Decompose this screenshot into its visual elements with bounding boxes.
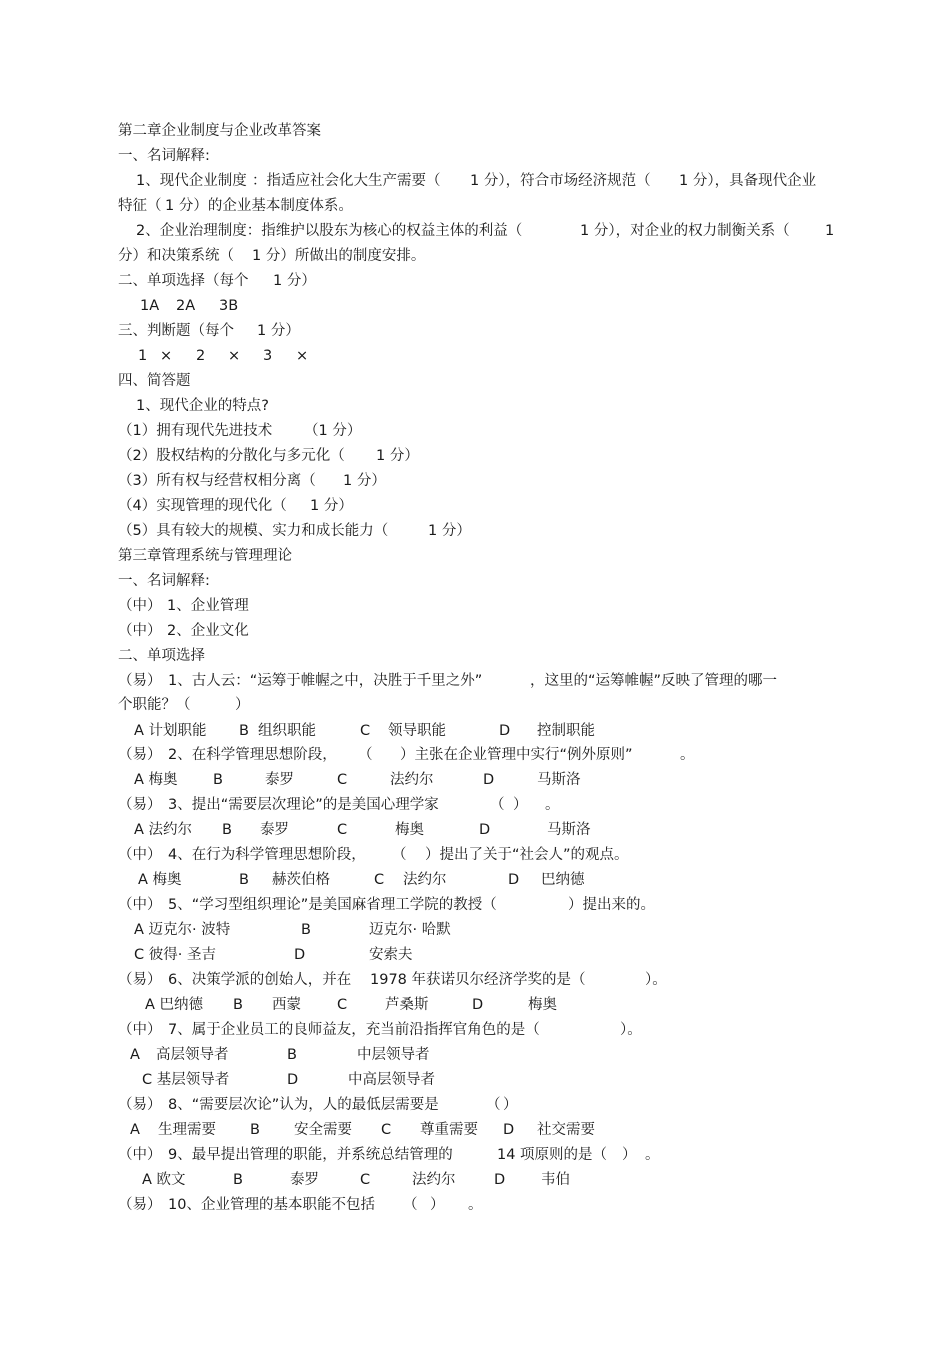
answer-text: ：指适应社会化大生产需要（ — [252, 173, 441, 189]
option-d-letter: D — [287, 1072, 299, 1088]
option-a: A 巴纳德 — [145, 997, 204, 1013]
wrong-mark: × — [160, 348, 173, 364]
option-c-letter: C — [360, 1172, 371, 1188]
option-b-text: 中层领导者 — [357, 1047, 430, 1063]
option-b-text: 泰罗 — [260, 822, 289, 838]
answer-line — [0, 246, 950, 266]
question-line — [0, 695, 950, 715]
option-d-text: 马斯洛 — [547, 822, 591, 838]
question-line — [0, 1145, 950, 1165]
answer-line — [0, 221, 950, 241]
answer-line — [0, 446, 950, 466]
option-b-text: 泰罗 — [265, 772, 294, 788]
difficulty-tag: （易） — [118, 797, 162, 813]
option-c-text: 尊重需要 — [420, 1122, 478, 1138]
answer-number: 3 — [263, 348, 273, 364]
question-text: （ — [490, 797, 505, 813]
option-a-letter: A — [130, 1047, 140, 1063]
option-c-letter: C — [374, 872, 385, 888]
question-text: （ — [358, 747, 373, 763]
answer-text: 1 分），对企业的权力制衡关系（ — [580, 223, 790, 239]
difficulty-tag: （易） — [118, 1197, 162, 1213]
answer-text: 1 分），符合市场经济规范（ — [470, 173, 651, 189]
option-a-text: 生理需要 — [158, 1122, 216, 1138]
question-text: （ — [392, 847, 407, 863]
answer-line — [0, 421, 950, 441]
option-a: A 欧文 — [142, 1172, 186, 1188]
question-text: ，这里的“运筹帷幄”反映了管理的哪一 — [530, 673, 778, 689]
answer-line — [0, 496, 950, 516]
option-c-letter: C — [381, 1122, 392, 1138]
option-b-letter: B — [301, 922, 311, 938]
options-line — [0, 1070, 950, 1090]
difficulty-tag: （中） — [118, 1022, 162, 1038]
answer-key: 1A — [140, 298, 160, 314]
wrong-mark: × — [296, 348, 309, 364]
question-text: ） — [235, 697, 250, 713]
option-c-text: 梅奥 — [395, 822, 424, 838]
answer-text: 特征（ — [118, 198, 162, 214]
option-a: A 梅奥 — [134, 772, 178, 788]
question-text: 6、决策学派的创始人，并在 — [168, 972, 352, 988]
option-c-letter: C — [337, 822, 348, 838]
options-line — [0, 870, 950, 890]
question-text: ）提出来的。 — [568, 897, 655, 913]
options-line — [0, 770, 950, 790]
question-text: 8、“需要层次论”认为，人的最低层需要是 — [168, 1097, 439, 1113]
question-text: 1、古人云：“运筹于帷幄之中，决胜于千里之外” — [168, 673, 483, 689]
question-line — [0, 845, 950, 865]
option-c-text: 法约尔 — [412, 1172, 456, 1188]
question-text: （ — [403, 1197, 418, 1213]
option-a-letter: A — [130, 1122, 140, 1138]
option-d-letter: D — [483, 772, 495, 788]
question-line — [0, 1195, 950, 1215]
option-a-text: 高层领导者 — [156, 1047, 229, 1063]
question-text: 。 — [645, 1147, 660, 1163]
option-d-text: 马斯洛 — [537, 772, 581, 788]
section-heading — [0, 571, 950, 591]
question-line — [0, 745, 950, 765]
question-line — [0, 671, 950, 691]
section-heading — [0, 321, 950, 341]
option-d-letter: D — [472, 997, 484, 1013]
score-text: （1 分） — [304, 423, 362, 439]
option-d-text: 安索夫 — [369, 947, 413, 963]
option-b-letter: B — [222, 822, 232, 838]
option-b-letter: B — [213, 772, 223, 788]
difficulty-tag: （中） — [118, 598, 162, 614]
options-line — [0, 1045, 950, 1065]
answer-key: 2A — [176, 298, 196, 314]
score-text: 1 分） — [343, 473, 386, 489]
question-text: 5、“学习型组织理论”是美国麻省理工学院的教授（ — [168, 897, 497, 913]
option-b-text: 赫茨伯格 — [272, 872, 330, 888]
answer-text: （5）具有较大的规模、实力和成长能力（ — [118, 523, 389, 539]
options-line — [0, 820, 950, 840]
option-d-text: 控制职能 — [537, 723, 595, 739]
option-c-letter: C — [337, 997, 348, 1013]
difficulty-tag: （中） — [118, 897, 162, 913]
answer-number: 1 — [138, 348, 148, 364]
question-text: 。 — [680, 747, 695, 763]
difficulty-tag: （易） — [118, 1097, 162, 1113]
section-heading-text: 一、名词解释: — [118, 148, 210, 164]
option-b-text: 泰罗 — [290, 1172, 319, 1188]
section-heading — [0, 371, 950, 391]
question-text: 2、在科学管理思想阶段， — [168, 747, 337, 763]
section-heading-text: 四、简答题 — [118, 373, 191, 389]
option-d-letter: D — [508, 872, 520, 888]
answer-key-line — [0, 346, 950, 366]
option-b-letter: B — [233, 1172, 243, 1188]
answer-text: （4）实现管理的现代化（ — [118, 498, 287, 514]
question-line — [0, 895, 950, 915]
question-text: ）主张在企业管理中实行“例外原则” — [400, 747, 633, 763]
section-heading-text: 二、单项选择（每个 — [118, 273, 249, 289]
question-text: ） — [622, 1147, 637, 1163]
question-text: 个职能？（ — [118, 697, 191, 713]
answer-line — [0, 196, 950, 216]
question-text: 。 — [545, 797, 560, 813]
question-line — [0, 396, 950, 416]
wrong-mark: × — [228, 348, 241, 364]
question-line — [0, 970, 950, 990]
question-text: 1、企业管理 — [167, 598, 249, 614]
option-c-letter: C — [337, 772, 348, 788]
option-d-letter: D — [479, 822, 491, 838]
question-text: 10、企业管理的基本职能不包括 — [168, 1197, 375, 1213]
option-a: A 计划职能 — [134, 723, 207, 739]
question-line — [0, 596, 950, 616]
section-heading — [0, 646, 950, 666]
question-text: ）。 — [620, 1022, 642, 1038]
options-line — [0, 721, 950, 741]
question-text: 7、属于企业员工的良师益友，充当前沿指挥官角色的是（ — [168, 1022, 540, 1038]
option-d-letter: D — [494, 1172, 506, 1188]
answer-text: （1）拥有现代先进技术 — [118, 423, 273, 439]
option-c-text: 法约尔 — [403, 872, 447, 888]
option-c: C 彼得· 圣吉 — [134, 947, 216, 963]
option-d-text: 中高层领导者 — [348, 1072, 435, 1088]
term-label: 1、现代企业制度 — [136, 173, 247, 189]
section-heading-text: 一、名词解释: — [118, 573, 210, 589]
section-heading — [0, 271, 950, 291]
answer-line — [0, 171, 950, 191]
score-text: 1 分） — [310, 498, 353, 514]
score-text: 1 分） — [428, 523, 471, 539]
question-text: （ — [486, 1097, 501, 1113]
option-c-text: 芦桑斯 — [385, 997, 429, 1013]
question-text: 3、提出“需要层次理论”的是美国心理学家 — [168, 797, 439, 813]
difficulty-tag: （易） — [118, 747, 162, 763]
score-text: 1 分） — [376, 448, 419, 464]
answer-text: （2）股权结构的分散化与多元化（ — [118, 448, 345, 464]
options-line — [0, 945, 950, 965]
options-line — [0, 995, 950, 1015]
answer-text: 分）和决策系统（ — [118, 248, 234, 264]
difficulty-tag: （中） — [118, 847, 162, 863]
options-line — [0, 1120, 950, 1140]
question-text: 2、企业文化 — [167, 623, 249, 639]
section-heading-text: 三、判断题（每个 — [118, 323, 234, 339]
question-line — [0, 795, 950, 815]
difficulty-tag: （中） — [118, 1147, 162, 1163]
option-b-letter: B — [287, 1047, 297, 1063]
question-text: 4、在行为科学管理思想阶段， — [168, 847, 366, 863]
difficulty-tag: （中） — [118, 623, 162, 639]
option-b-text: 西蒙 — [272, 997, 301, 1013]
answer-line — [0, 471, 950, 491]
answer-key-line — [0, 296, 950, 316]
option-a: A 迈克尔· 波特 — [134, 922, 231, 938]
section-heading-text: 1 分） — [273, 273, 316, 289]
answer-text: 2、企业治理制度：指维护以股东为核心的权益主体的利益（ — [136, 223, 523, 239]
options-line — [0, 1170, 950, 1190]
section-heading-text: 二、单项选择 — [118, 648, 205, 664]
question-text: 9、最早提出管理的职能，并系统总结管理的 — [168, 1147, 453, 1163]
question-line — [0, 621, 950, 641]
chapter-3-title — [0, 546, 950, 566]
option-b-letter: B — [239, 872, 249, 888]
option-d-text: 社交需要 — [537, 1122, 595, 1138]
option-b-text: 安全需要 — [294, 1122, 352, 1138]
option-b-text: 组织职能 — [258, 723, 316, 739]
option-c: C 基层领导者 — [142, 1072, 230, 1088]
answer-text: （3）所有权与经营权相分离（ — [118, 473, 316, 489]
question-line — [0, 1020, 950, 1040]
question-text: ） — [503, 1097, 518, 1113]
question-text: 。 — [468, 1197, 483, 1213]
question-text: ） — [513, 797, 528, 813]
chapter-2-title — [0, 121, 950, 141]
answer-text: 1 分）所做出的制度安排。 — [252, 248, 426, 264]
option-b-letter: B — [233, 997, 243, 1013]
answer-text: 1 分）的企业基本制度体系。 — [165, 198, 353, 214]
option-d-letter: D — [499, 723, 511, 739]
section-heading — [0, 146, 950, 166]
question-text: 1978 年获诺贝尔经济学奖的是（ — [370, 972, 586, 988]
option-d-letter: D — [294, 947, 306, 963]
chapter-title-text: 第二章企业制度与企业改革答案 — [118, 123, 321, 139]
answer-number: 2 — [196, 348, 206, 364]
option-c-letter: C — [360, 723, 371, 739]
answer-key: 3B — [219, 298, 239, 314]
option-c-text: 法约尔 — [390, 772, 434, 788]
section-heading-text: 1 分） — [257, 323, 300, 339]
question-text: 1、现代企业的特点? — [136, 398, 269, 414]
question-text: ）。 — [645, 972, 667, 988]
option-b-letter: B — [239, 723, 249, 739]
option-a: A 法约尔 — [134, 822, 193, 838]
question-text: ） — [430, 1197, 445, 1213]
question-text: ）提出了关于“社会人”的观点。 — [425, 847, 629, 863]
option-b-letter: B — [250, 1122, 260, 1138]
question-text: 14 项原则的是（ — [497, 1147, 608, 1163]
difficulty-tag: （易） — [118, 673, 162, 689]
chapter-title-text: 第三章管理系统与管理理论 — [118, 548, 292, 564]
answer-text: 1 分），具备现代企业 — [679, 173, 817, 189]
option-b-text: 迈克尔· 哈默 — [369, 922, 451, 938]
option-c-text: 领导职能 — [388, 723, 446, 739]
option-a: A 梅奥 — [138, 872, 182, 888]
answer-line — [0, 521, 950, 541]
option-d-text: 梅奥 — [528, 997, 557, 1013]
option-d-text: 韦伯 — [541, 1172, 570, 1188]
option-d-text: 巴纳德 — [541, 872, 585, 888]
options-line — [0, 920, 950, 940]
answer-text: 1 — [825, 223, 835, 239]
option-d-letter: D — [503, 1122, 515, 1138]
difficulty-tag: （易） — [118, 972, 162, 988]
question-line — [0, 1095, 950, 1115]
